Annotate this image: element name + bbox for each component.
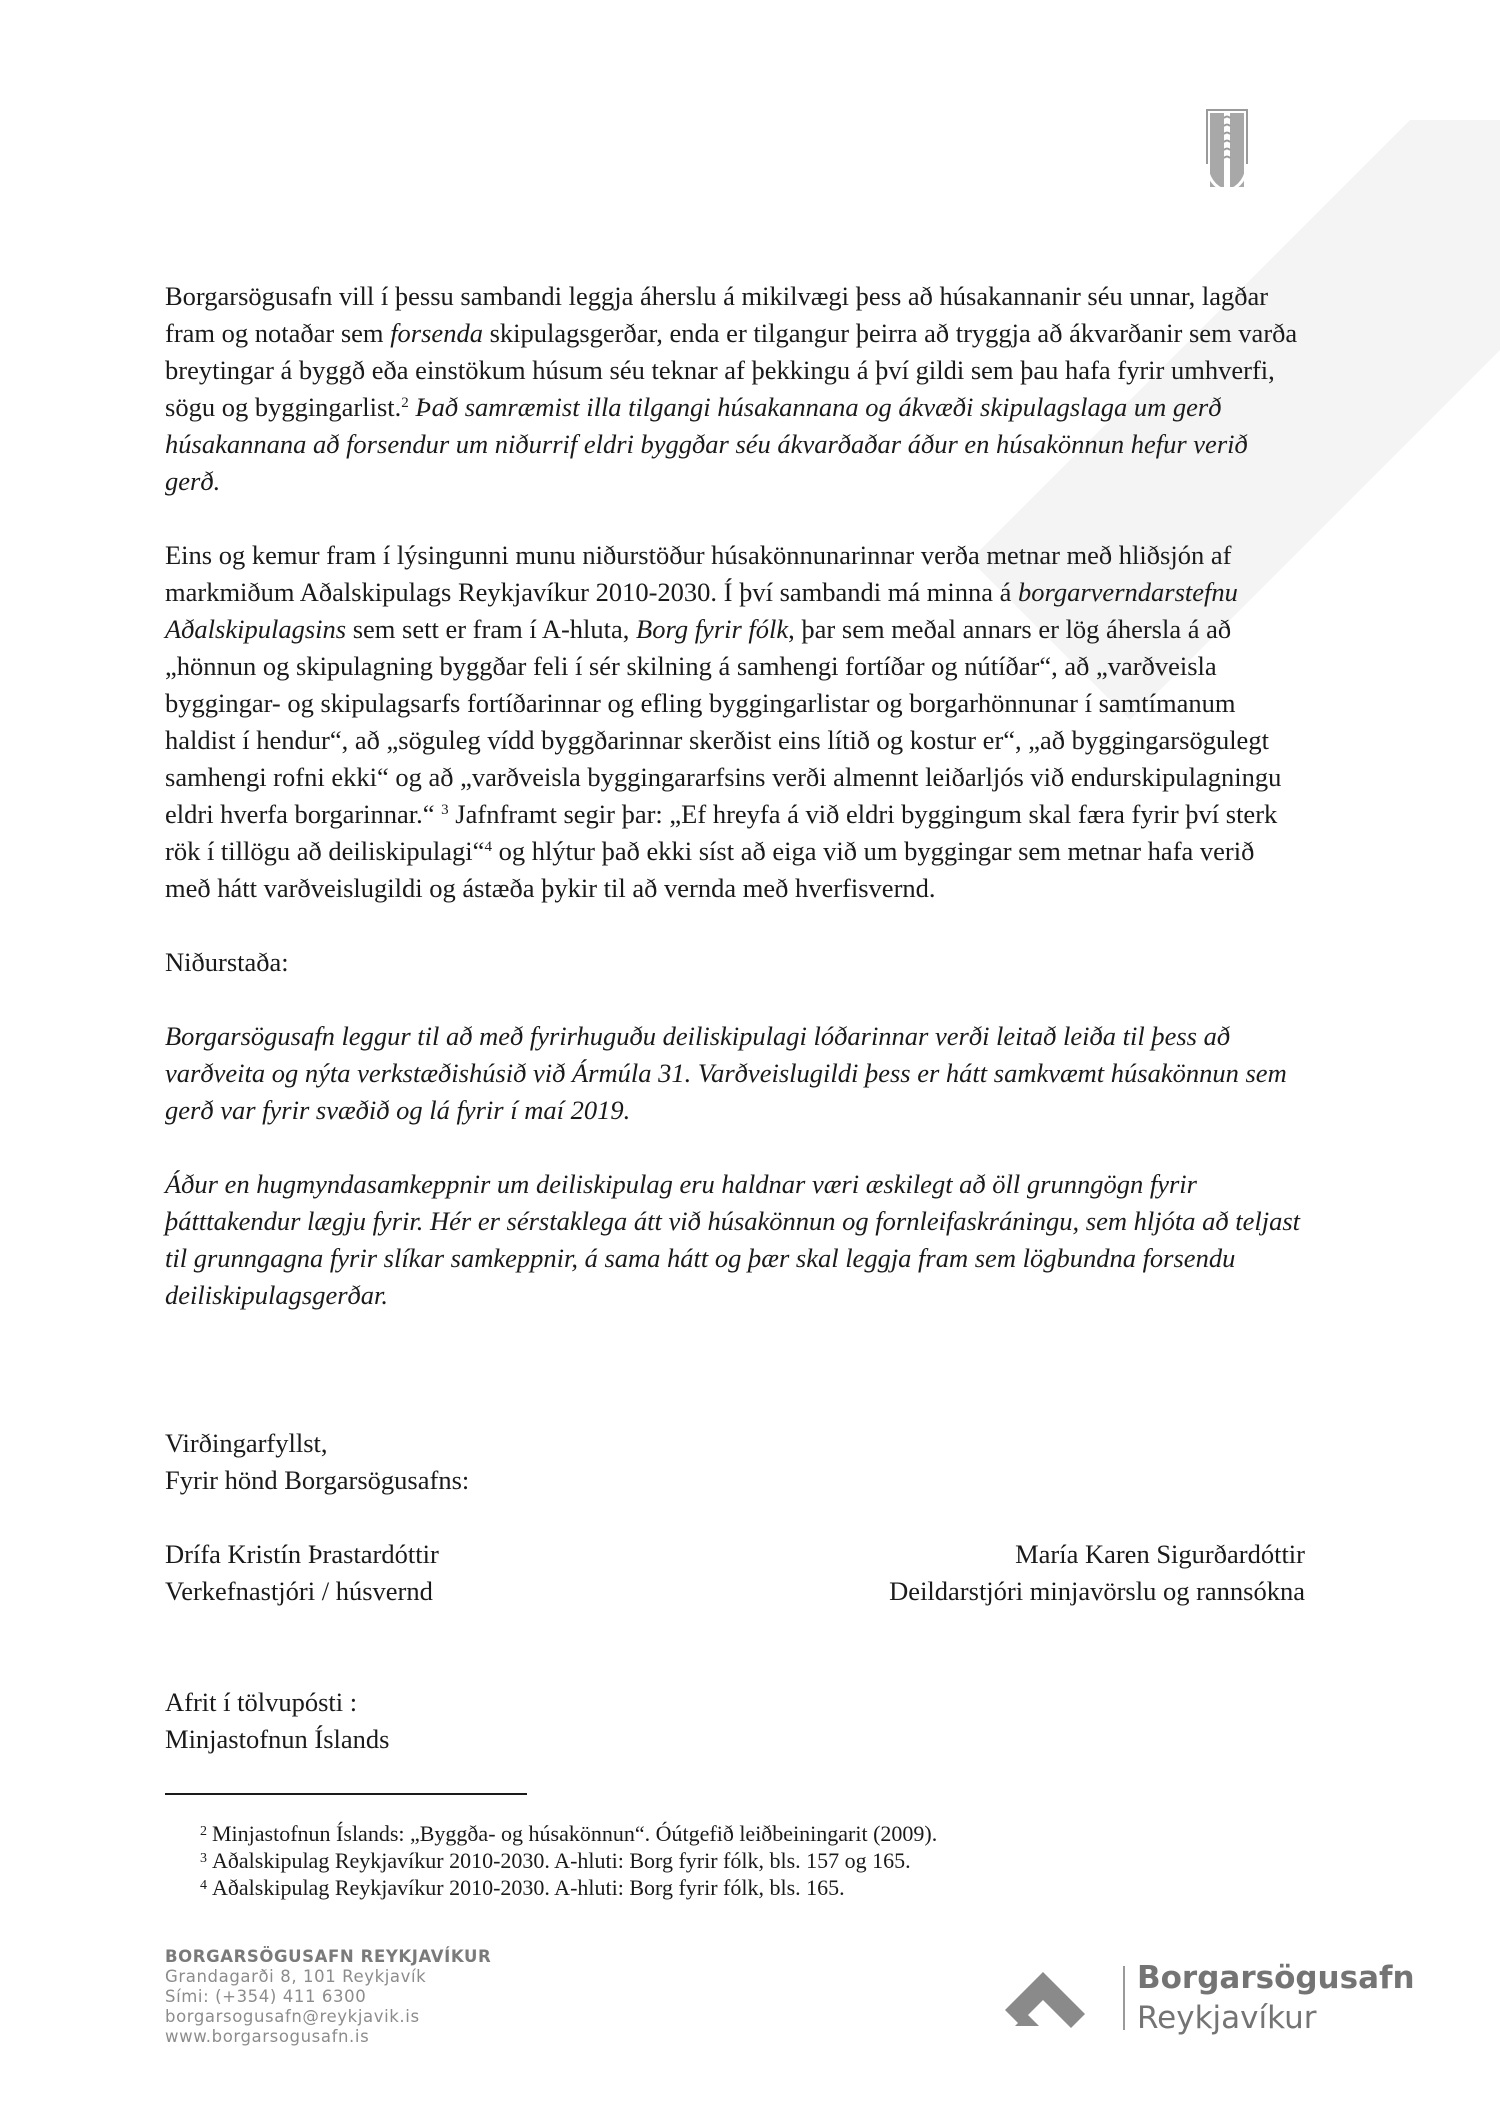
- footer-email: borgarsogusafn@reykjavik.is: [165, 2007, 420, 2026]
- signatures: [165, 1536, 1305, 1610]
- footnote-4: $^4$ Aðalskipulag Reykjavíkur 2010-2030. A-hluti: Borg fyrir fólk, bls. 165.: [200, 1875, 845, 1900]
- signature-left-title: Verkefnastjóri / húsvernd: [165, 1576, 433, 1606]
- footer-street: Grandagarði 8, 101 Reykjavík: [165, 1967, 427, 1986]
- footer-web: www.borgarsogusafn.is: [165, 2027, 370, 2046]
- museum-logo: [1005, 1960, 1415, 2036]
- footnote-2: $^2$ Minjastofnun Íslands: „Byggða- og húsakönnun“. Óútgefið leiðbeiningarit (2009).: [200, 1821, 938, 1846]
- footer-org: BORGARSÖGUSAFN REYKJAVÍKUR: [165, 1947, 492, 1966]
- footnote-ref-2: 2: [401, 395, 409, 411]
- closing: Virðingarfyllst,: [165, 1428, 328, 1458]
- logo-line-1: Borgarsögusafn: [1137, 1960, 1415, 1996]
- letter-body: [165, 278, 1305, 1758]
- footnotes: [200, 1820, 937, 1901]
- footer-address: [165, 1947, 491, 2047]
- footer-phone: Sími: (+354) 411 6300: [165, 1987, 367, 2006]
- paragraph-4: Áður en hugmyndasamkeppnir um deiliskipulag eru haldnar væri æskilegt að öll grunngögn fyrir þátttakendur lægju fyrir. Hér er sérstaklega átt við húsakönnun og fornleifaskráningu, sem hljóta að teljast til grunngagna fyrir slíkar samkeppnir, á sama hátt og þær skal leggja fram sem lögbundna forsendu deiliskipulagsgerðar.: [165, 1169, 1301, 1310]
- conclusion-heading: Niðurstaða:: [165, 947, 289, 977]
- cc-label: Afrit í tölvupósti :: [165, 1687, 358, 1717]
- coat-of-arms-icon: [1205, 108, 1249, 194]
- footnote-ref-4: 4: [484, 839, 492, 855]
- logo-text: [1137, 1958, 1415, 2038]
- paragraph-2: Eins og kemur fram í lýsingunni munu niðurstöður húsakönnunarinnar verða metnar með hliðsjón af markmiðum Aðalskipulags Reykjavíkur 2010-2030. Í því sambandi má minna á borgarverndarstefnu Aðalskipulagsins sem sett er fram í A-hluta, Borg fyrir fólk, þar sem meðal annars er lög áhersla á að „hönnun og skipulagning byggðar feli í sér skilning á samhengi fortíðar og nútíðar“, að „varðveisla byggingar- og skipulagsarfs fortíðarinnar og efling byggingarlistar og borgarhönnunar í samtímanum haldist í hendur“, að „söguleg vídd byggðarinnar skerðist eins lítið og kostur er“, „að byggingarsögulegt samhengi rofni ekki“ og að „varðveisla byggingararfsins verði almennt leiðarljós við endurskipulagningu eldri hverfa borgarinnar.“ $^3$ Jafnframt segir þar: „Ef hreyfa á við eldri byggingum skal færa fyrir því sterk rök í tillögu að deiliskipulagi“$^4$ og hlýtur það ekki síst að eiga við um byggingar sem metnar hafa verið með hátt varðveislugildi og ástæða þykir til að vernda með hverfisvernd.: [165, 540, 1282, 903]
- signature-right-name: María Karen Sigurðardóttir: [1015, 1539, 1305, 1569]
- footnote-divider: [165, 1793, 527, 1795]
- logo-chevron-icon: [1005, 1968, 1105, 2030]
- paragraph-3: Borgarsögusafn leggur til að með fyrirhuguðu deiliskipulagi lóðarinnar verði leitað leiða til þess að varðveita og nýta verkstæðishúsið við Ármúla 31. Varðveislugildi þess er hátt samkvæmt húsakönnun sem gerð var fyrir svæðið og lá fyrir í maí 2019.: [165, 1021, 1287, 1125]
- logo-divider: [1123, 1966, 1125, 2030]
- signature-right: [889, 1536, 1305, 1610]
- footnote-3: $^3$ Aðalskipulag Reykjavíkur 2010-2030. A-hluti: Borg fyrir fólk, bls. 157 og 165.: [200, 1848, 911, 1873]
- signature-left-name: Drífa Kristín Þrastardóttir: [165, 1539, 439, 1569]
- logo-line-2: Reykjavíkur: [1137, 2000, 1317, 2036]
- signature-left: [165, 1536, 439, 1610]
- paragraph-1: Borgarsögusafn vill í þessu sambandi leggja áherslu á mikilvægi þess að húsakannanir séu unnar, lagðar fram og notaðar sem forsenda skipulagsgerðar, enda er tilgangur þeirra að tryggja að ákvarðanir sem varða breytingar á byggð eða einstökum húsum séu teknar af þekkingu á því gildi sem þau hafa fyrir umhverfi, sögu og byggingarlist.$^2$ Það samræmist illa tilgangi húsakannana og ákvæði skipulagslaga um gerð húsakannana að forsendur um niðurrif eldri byggðar séu ákvarðaðar áður en húsakönnun hefur verið gerð.: [165, 281, 1298, 496]
- cc-name: Minjastofnun Íslands: [165, 1724, 390, 1754]
- signature-right-title: Deildarstjóri minjavörslu og rannsókna: [889, 1576, 1305, 1606]
- on-behalf: Fyrir hönd Borgarsögusafns:: [165, 1465, 470, 1495]
- footnote-ref-3: 3: [441, 802, 449, 818]
